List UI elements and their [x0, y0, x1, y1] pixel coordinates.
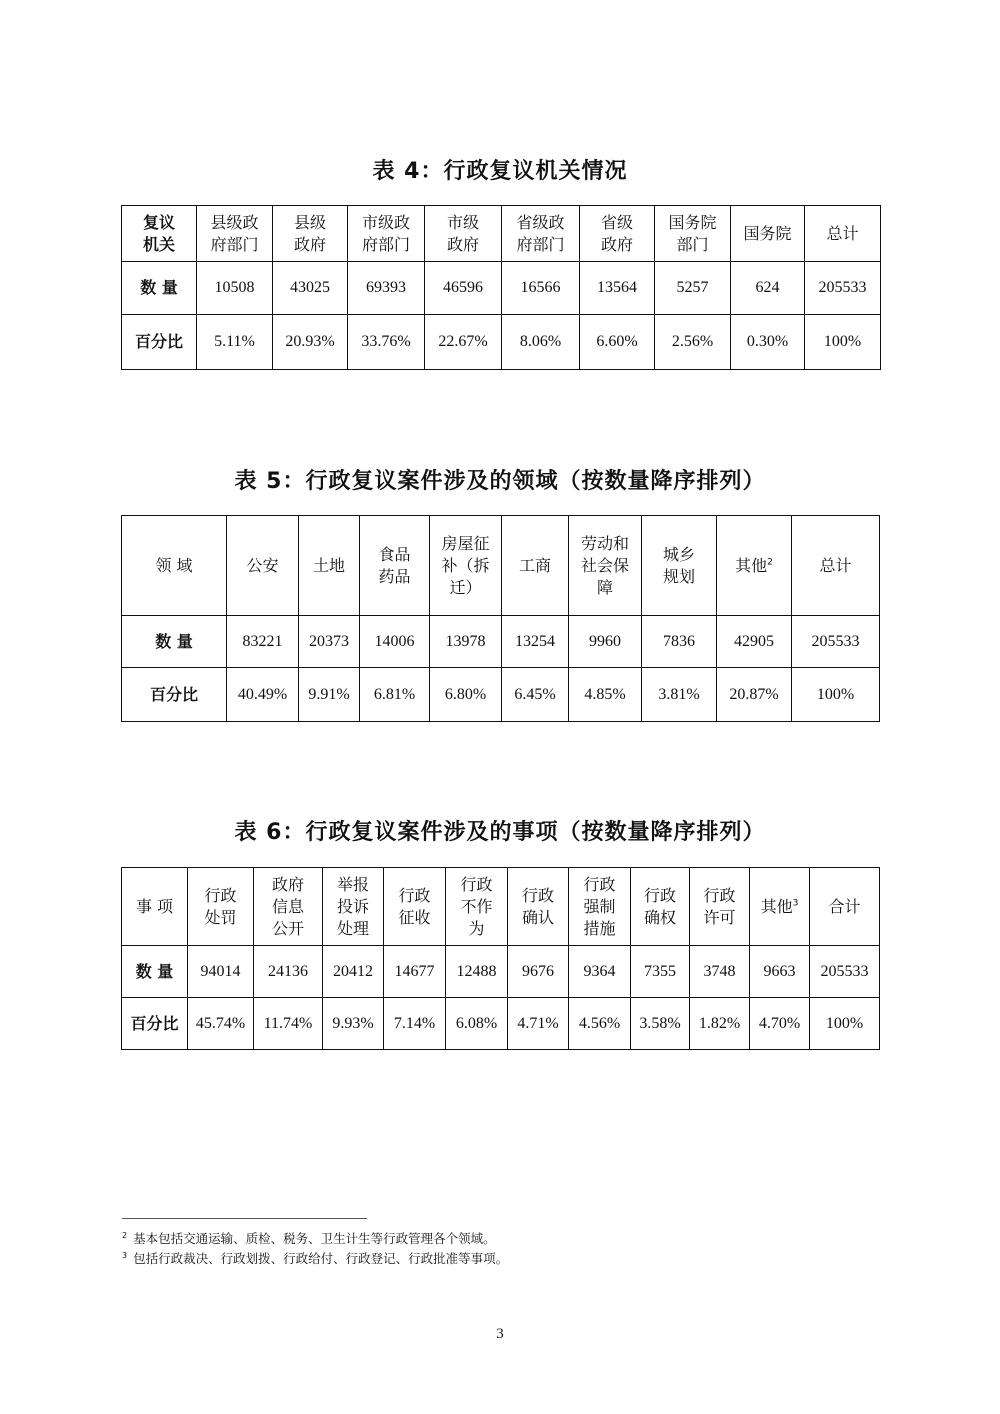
count-cell: 14677 — [384, 946, 446, 998]
table6-header-cell: 事 项 — [122, 868, 188, 946]
pct-cell: 4.70% — [750, 998, 810, 1050]
pct-cell: 20.93% — [273, 315, 348, 370]
pct-cell: 20.87% — [717, 668, 792, 722]
table4-header-row — [122, 206, 881, 262]
table4-title: 表 4：行政复议机关情况 — [372, 159, 628, 184]
table6-pct-row — [122, 998, 880, 1050]
table5-header-row — [122, 516, 880, 616]
table4-header-cell: 省级 政府 — [580, 206, 655, 262]
count-cell: 12488 — [446, 946, 508, 998]
count-cell: 24136 — [254, 946, 323, 998]
pct-cell: 6.08% — [446, 998, 508, 1050]
table6-header-cell: 合计 — [810, 868, 880, 946]
pct-cell: 4.71% — [508, 998, 569, 1050]
count-cell: 7836 — [642, 616, 717, 668]
pct-cell: 3.81% — [642, 668, 717, 722]
count-cell: 20373 — [299, 616, 360, 668]
pct-cell: 6.45% — [502, 668, 569, 722]
row-label: 数 量 — [122, 616, 227, 668]
table6-header-cell: 举报 投诉 处理 — [323, 868, 384, 946]
table6-header-cell: 行政 确认 — [508, 868, 569, 946]
table4-pct-row — [122, 315, 881, 370]
count-cell: 9960 — [569, 616, 642, 668]
count-cell: 205533 — [810, 946, 880, 998]
count-cell: 9676 — [508, 946, 569, 998]
pct-cell: 5.11% — [197, 315, 273, 370]
pct-cell: 6.81% — [360, 668, 430, 722]
count-cell: 205533 — [805, 262, 881, 315]
pct-cell: 11.74% — [254, 998, 323, 1050]
pct-cell: 6.60% — [580, 315, 655, 370]
table6-header-cell: 政府 信息 公开 — [254, 868, 323, 946]
table5-pct-row — [122, 668, 880, 722]
table5-header-cell: 公安 — [227, 516, 299, 616]
table6-header-cell — [750, 868, 810, 946]
count-cell: 10508 — [197, 262, 273, 315]
pct-cell: 4.85% — [569, 668, 642, 722]
footnote-ref: 3 — [792, 898, 799, 909]
pct-cell: 100% — [792, 668, 880, 722]
table6-count-row — [122, 946, 880, 998]
pct-cell: 8.06% — [502, 315, 580, 370]
table6-header-cell: 行政 不作 为 — [446, 868, 508, 946]
page-number: 3 — [496, 1326, 504, 1342]
table5-header-cell: 总计 — [792, 516, 880, 616]
table6-header-cell: 行政 征收 — [384, 868, 446, 946]
table5-title: 表 5：行政复议案件涉及的领域（按数量降序排列） — [234, 469, 766, 494]
table5-header-cell: 工商 — [502, 516, 569, 616]
row-label: 数 量 — [122, 262, 197, 315]
count-cell: 83221 — [227, 616, 299, 668]
table4-header-cell: 国务院 — [731, 206, 805, 262]
pct-cell: 4.56% — [569, 998, 631, 1050]
count-cell: 69393 — [348, 262, 425, 315]
table4-header-cell: 县级政 府部门 — [197, 206, 273, 262]
pct-cell: 100% — [810, 998, 880, 1050]
footnote-mark: 2 — [122, 1230, 128, 1240]
row-label: 百分比 — [122, 998, 188, 1050]
count-cell: 16566 — [502, 262, 580, 315]
count-cell: 46596 — [425, 262, 502, 315]
table5-header-cell — [717, 516, 792, 616]
pct-cell: 22.67% — [425, 315, 502, 370]
table4-header-cell: 县级 政府 — [273, 206, 348, 262]
count-cell: 43025 — [273, 262, 348, 315]
row-label: 数 量 — [122, 946, 188, 998]
row-label: 百分比 — [122, 315, 197, 370]
table4-header-cell: 国务院 部门 — [655, 206, 731, 262]
count-cell: 13564 — [580, 262, 655, 315]
footnote-text: 包括行政裁决、行政划拨、行政给付、行政登记、行政批准等事项。 — [133, 1251, 509, 1266]
count-cell: 7355 — [631, 946, 690, 998]
pct-cell: 2.56% — [655, 315, 731, 370]
pct-cell: 1.82% — [690, 998, 750, 1050]
footnote-text: 基本包括交通运输、质检、税务、卫生计生等行政管理各个领域。 — [133, 1231, 496, 1246]
pct-cell: 7.14% — [384, 998, 446, 1050]
count-cell: 13978 — [430, 616, 502, 668]
count-cell: 94014 — [188, 946, 254, 998]
header-label: 其他 — [760, 896, 793, 916]
pct-cell: 6.80% — [430, 668, 502, 722]
pct-cell: 40.49% — [227, 668, 299, 722]
table6-header-cell: 行政 许可 — [690, 868, 750, 946]
table4-header-cell: 总计 — [805, 206, 881, 262]
table4-header-cell: 复议 机关 — [122, 206, 197, 262]
table5-count-row — [122, 616, 880, 668]
count-cell: 14006 — [360, 616, 430, 668]
count-cell: 205533 — [792, 616, 880, 668]
table4-header-cell: 省级政 府部门 — [502, 206, 580, 262]
count-cell: 9663 — [750, 946, 810, 998]
footnote — [122, 1229, 496, 1247]
count-cell: 3748 — [690, 946, 750, 998]
footnote-divider — [122, 1218, 367, 1219]
table5-header-cell: 土地 — [299, 516, 360, 616]
table6-header-cell: 行政 处罚 — [188, 868, 254, 946]
footnote-mark: 3 — [122, 1250, 128, 1260]
pct-cell: 3.58% — [631, 998, 690, 1050]
pct-cell: 0.30% — [731, 315, 805, 370]
table6-title: 表 6：行政复议案件涉及的事项（按数量降序排列） — [234, 820, 766, 845]
pct-cell: 33.76% — [348, 315, 425, 370]
table5-header-cell: 领 域 — [122, 516, 227, 616]
count-cell: 624 — [731, 262, 805, 315]
table5-header-cell: 房屋征 补（拆 迁） — [430, 516, 502, 616]
count-cell: 20412 — [323, 946, 384, 998]
header-label: 其他 — [735, 555, 768, 575]
pct-cell: 9.91% — [299, 668, 360, 722]
table5-header-cell: 食品 药品 — [360, 516, 430, 616]
count-cell: 13254 — [502, 616, 569, 668]
footnote-ref: 2 — [767, 557, 773, 568]
table5 — [121, 515, 880, 722]
count-cell: 42905 — [717, 616, 792, 668]
pct-cell: 45.74% — [188, 998, 254, 1050]
pct-cell: 9.93% — [323, 998, 384, 1050]
footnote — [122, 1249, 508, 1267]
table6-header-cell: 行政 确权 — [631, 868, 690, 946]
row-label: 百分比 — [122, 668, 227, 722]
table4-header-cell: 市级政 府部门 — [348, 206, 425, 262]
table6-header-row — [122, 868, 880, 946]
table4-header-cell: 市级 政府 — [425, 206, 502, 262]
pct-cell: 100% — [805, 315, 881, 370]
table6-header-cell: 行政 强制 措施 — [569, 868, 631, 946]
table6 — [121, 867, 880, 1050]
count-cell: 5257 — [655, 262, 731, 315]
table5-header-cell: 劳动和 社会保 障 — [569, 516, 642, 616]
count-cell: 9364 — [569, 946, 631, 998]
table4 — [121, 205, 881, 370]
table5-header-cell: 城乡 规划 — [642, 516, 717, 616]
table4-count-row — [122, 262, 881, 315]
